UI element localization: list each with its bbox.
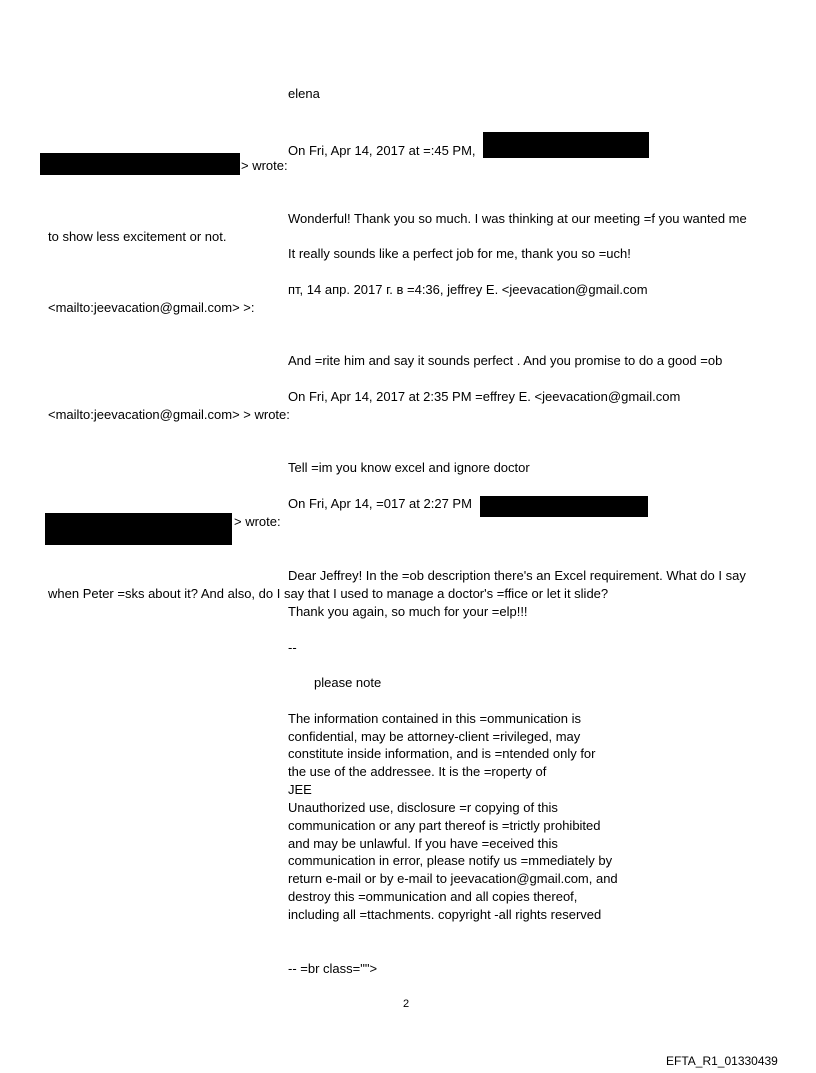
- redaction-block: [40, 153, 240, 175]
- msg4-line2: when Peter =sks about it? And also, do I say that I used to manage a doctor's =ffice or let it slide?: [48, 586, 609, 601]
- disclaimer-line: communication in error, please notify us =mmediately by: [288, 853, 613, 868]
- msg1-line2: to show less excitement or not.: [48, 229, 227, 244]
- msg2: And =rite him and say it sounds perfect . And you promise to do a good =ob: [288, 353, 723, 368]
- disclaimer-line: return e-mail or by e-mail to jeevacation@gmail.com, and: [288, 871, 618, 886]
- disclaimer-line: JEE: [288, 782, 312, 797]
- redaction-block: [480, 496, 648, 517]
- disclaimer-line: and may be unlawful. If you have =eceived this: [288, 836, 558, 851]
- disclaimer-line: destroy this =ommunication and all copies thereof,: [288, 889, 578, 904]
- page-number: 2: [403, 998, 410, 1010]
- disclaimer-line: communication or any part thereof is =trictly prohibited: [288, 818, 601, 833]
- disclaimer-line: The information contained in this =ommunication is: [288, 711, 582, 726]
- quote2-header-line1: пт, 14 апр. 2017 г. в =4:36, jeffrey E. <jeevacation@gmail.com: [288, 282, 648, 297]
- signature-separator: --: [288, 640, 297, 655]
- disclaimer-line: confidential, may be attorney-client =rivileged, may: [288, 729, 581, 744]
- disclaimer-line: constitute inside information, and is =ntended only for: [288, 746, 596, 761]
- quote1-wrote: > wrote:: [241, 158, 288, 173]
- quote1-header: On Fri, Apr 14, 2017 at =:45 PM,: [288, 143, 476, 158]
- quote3-header-line1: On Fri, Apr 14, 2017 at 2:35 PM =effrey E. <jeevacation@gmail.com: [288, 389, 681, 404]
- msg3: Tell =im you know excel and ignore doctor: [288, 460, 530, 475]
- disclaimer-line: including all =ttachments. copyright -all rights reserved: [288, 907, 602, 922]
- document-id: EFTA_R1_01330439: [666, 1054, 778, 1068]
- disclaimer-line: Unauthorized use, disclosure =r copying of this: [288, 800, 558, 815]
- quote4-wrote: > wrote:: [234, 514, 281, 529]
- redaction-block: [45, 513, 232, 545]
- msg1-line1: Wonderful! Thank you so much. I was thinking at our meeting =f you wanted me: [288, 211, 747, 226]
- quote2-header-line2: <mailto:jeevacation@gmail.com> >:: [48, 300, 255, 315]
- msg1-line3: It really sounds like a perfect job for me, thank you so =uch!: [288, 246, 631, 261]
- quote3-header-line2: <mailto:jeevacation@gmail.com> > wrote:: [48, 407, 290, 422]
- msg4-line3: Thank you again, so much for your =elp!!!: [288, 604, 528, 619]
- trailing-markup: -- =br class="">: [288, 961, 378, 976]
- signature-name: elena: [288, 86, 320, 101]
- quote4-header: On Fri, Apr 14, =017 at 2:27 PM: [288, 496, 472, 511]
- msg4-line1: Dear Jeffrey! In the =ob description there's an Excel requirement. What do I say: [288, 568, 746, 583]
- disclaimer-line: the use of the addressee. It is the =roperty of: [288, 764, 547, 779]
- redaction-block: [483, 132, 649, 158]
- note-heading: please note: [314, 675, 382, 690]
